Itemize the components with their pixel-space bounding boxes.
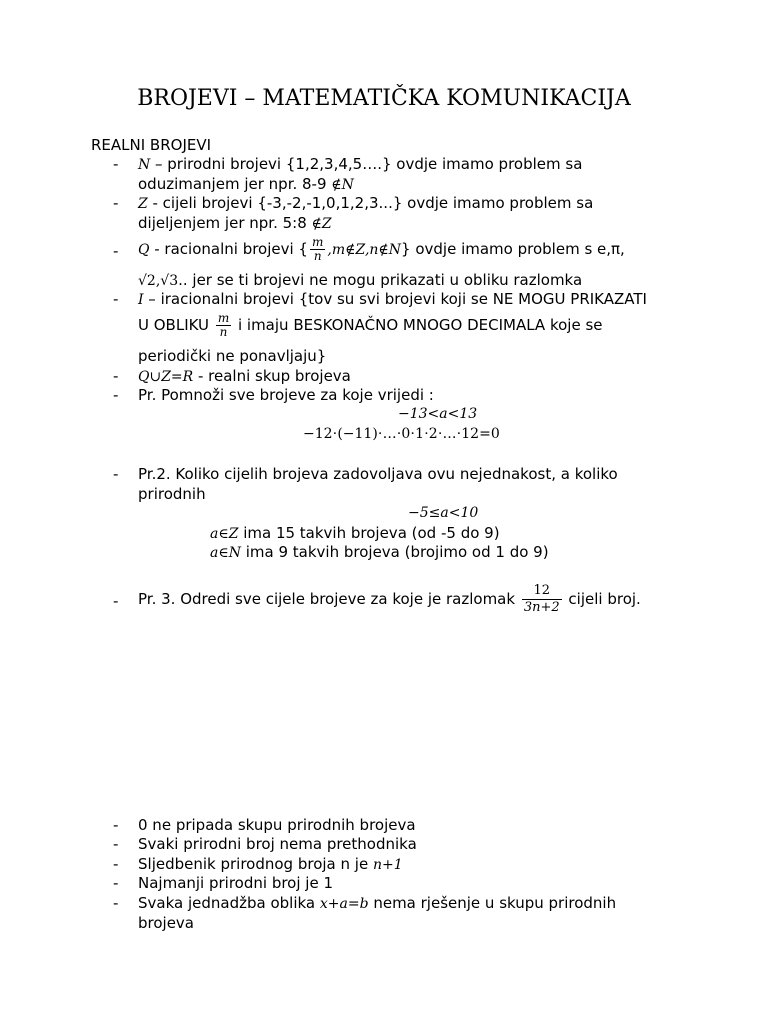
irrationals-item: [138, 290, 647, 310]
list-dash: -: [113, 155, 119, 173]
list-dash: -: [113, 894, 119, 912]
list-dash: -: [113, 290, 119, 308]
math-expression: x+a=b: [319, 896, 369, 912]
math-symbol-n: N: [138, 157, 151, 173]
irrationals-item-line3: periodički ne ponavljaju}: [138, 347, 327, 365]
example-1-product: −12⋅(−11)⋅…⋅0⋅1⋅2⋅…⋅12=0: [303, 426, 500, 442]
item-text: cijeli broj.: [563, 590, 641, 608]
item-text: ima 9 takvih brojeva (brojimo od 1 do 9): [240, 543, 549, 561]
math-expression: ∉N: [331, 177, 354, 193]
list-dash: -: [113, 386, 119, 404]
rationals-item: [138, 236, 625, 263]
natural-numbers-item-line2: [138, 175, 354, 195]
example-1-text: Pr. Pomnoži sve brojeve za koje vrijedi :: [138, 386, 434, 404]
integers-item-line2: [138, 214, 332, 234]
math-roots: √2,√3: [138, 273, 179, 289]
list-dash: -: [113, 592, 119, 610]
list-dash: -: [113, 835, 119, 853]
math-symbol-i: I: [138, 292, 144, 308]
fraction-m-n: $\frac{m}{n}$: [311, 235, 324, 263]
page-title: BROJEVI – MATEMATIČKA KOMUNIKACIJA: [137, 86, 631, 111]
example-2-answer-n: [210, 543, 549, 563]
item-text: oduzimanjem jer npr. 8-9: [138, 175, 332, 193]
item-text: ima 15 takvih brojeva (od -5 do 9): [238, 524, 500, 542]
item-text: } ovdje imamo problem s e,π,: [401, 240, 625, 258]
list-dash: -: [113, 194, 119, 212]
fact-item: [138, 855, 403, 875]
math-expression: a∈Z: [210, 526, 239, 542]
math-expression: a∈N: [210, 545, 241, 561]
math-expression: n+1: [372, 857, 403, 873]
math-symbol-q: Q: [138, 242, 150, 258]
fact-item-line2: brojeva: [138, 914, 195, 932]
list-dash: -: [113, 816, 119, 834]
item-text: Pr. 3. Odredi sve cijele brojeve za koje je razlomak: [138, 590, 520, 608]
fraction-m-n: $\frac{m}{n}$: [217, 311, 230, 339]
fraction-12-over-3n-plus-2: $\frac{12}{3n+2}$: [523, 583, 560, 615]
example-2-text-line2: prirodnih: [138, 485, 206, 503]
example-3-text: [138, 583, 641, 616]
item-text: nema rješenje u skupu prirodnih: [368, 894, 617, 912]
item-text: - cijeli brojevi {-3,-2,-1,0,1,2,3...} ovdje imamo problem sa: [147, 194, 594, 212]
list-dash: -: [113, 367, 119, 385]
math-expression: ,m∉Z,n∉N: [327, 242, 402, 258]
math-expression: ∉Z: [311, 216, 332, 232]
fact-item: 0 ne pripada skupu prirodnih brojeva: [138, 816, 416, 834]
fact-item: Svaki prirodni broj nema prethodnika: [138, 835, 417, 853]
item-text: U OBLIKU: [138, 316, 214, 334]
item-text: Svaka jednadžba oblika: [138, 894, 320, 912]
irrationals-item-line2: [138, 312, 602, 339]
rationals-item-line2: [138, 271, 582, 291]
example-2-text: Pr.2. Koliko cijelih brojeva zadovoljava ovu nejednakost, a koliko: [138, 465, 618, 483]
reals-item: [138, 367, 351, 387]
list-dash: -: [113, 855, 119, 873]
integers-item: [138, 194, 593, 214]
list-dash: -: [113, 242, 119, 260]
item-text: - racionalni brojevi {: [149, 240, 308, 258]
fact-item: Najmanji prirodni broj je 1: [138, 874, 334, 892]
list-dash: -: [113, 465, 119, 483]
natural-numbers-item: [138, 155, 582, 175]
math-expression: Q∪Z=R: [138, 369, 194, 385]
item-text: dijeljenjem jer npr. 5:8: [138, 214, 312, 232]
section-heading: REALNI BROJEVI: [91, 136, 212, 154]
item-text: - realni skup brojeva: [193, 367, 351, 385]
item-text: .. jer se ti brojevi ne mogu prikazati u obliku razlomka: [178, 271, 583, 289]
list-dash: -: [113, 874, 119, 892]
item-text: – iracionalni brojevi {tov su svi brojevi koji se NE MOGU PRIKAZATI: [143, 290, 647, 308]
item-text: i imaju BESKONAČNO MNOGO DECIMALA koje se: [233, 316, 603, 334]
item-text: Sljedbenik prirodnog broja n je: [138, 855, 373, 873]
math-symbol-z: Z: [138, 196, 148, 212]
fact-item: [138, 894, 616, 914]
example-2-answer-z: [210, 524, 500, 544]
item-text: – prirodni brojevi {1,2,3,4,5….} ovdje imamo problem sa: [150, 155, 583, 173]
example-1-inequality: −13<a<13: [398, 406, 478, 422]
example-2-inequality: −5≤a<10: [408, 505, 479, 521]
